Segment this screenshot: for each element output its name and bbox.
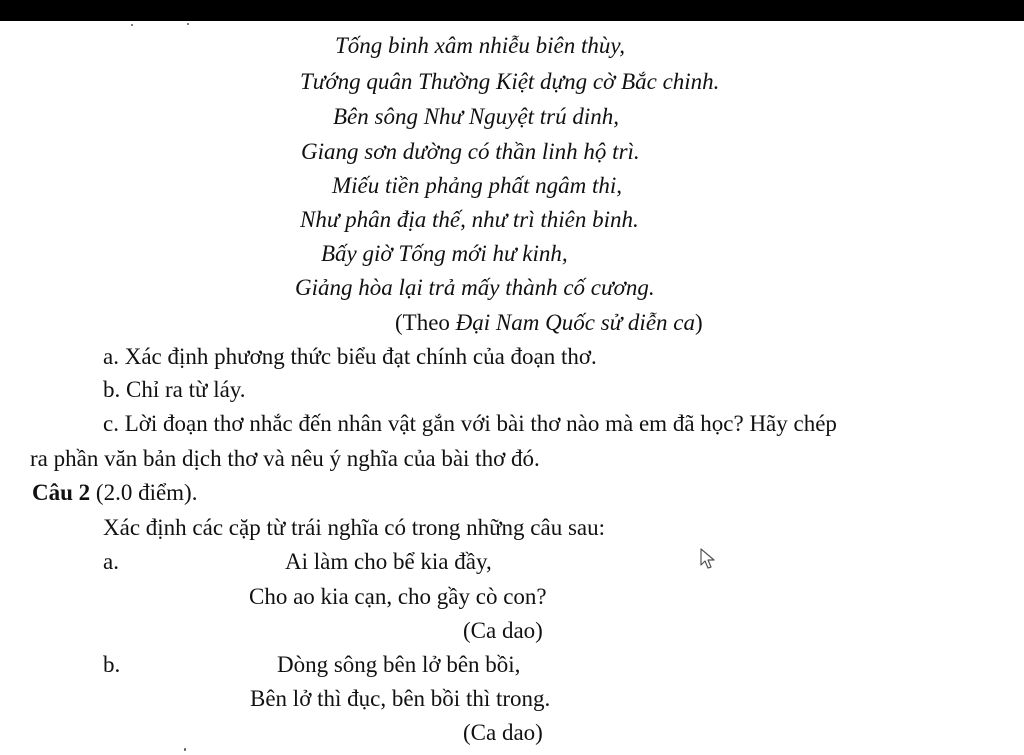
item-a-source: (Ca dao): [463, 618, 543, 643]
poem-line-6: Như phân địa thế, như trì thiên binh.: [300, 207, 639, 232]
poem-source-title: Đại Nam Quốc sử diễn ca: [455, 310, 695, 335]
item-b-source: (Ca dao): [463, 720, 543, 745]
cau2-heading: [32, 478, 197, 508]
scan-speck: [184, 748, 186, 751]
mouse-pointer-icon: [700, 548, 716, 570]
poem-line-1: Tống binh xâm nhiễu biên thùy,: [335, 33, 626, 58]
cau2-points: (2.0 điểm).: [90, 480, 198, 505]
item-b-line2: Bên lở thì đục, bên bồi thì trong.: [250, 686, 551, 711]
question-a: a. Xác định phương thức biểu đạt chính của đoạn thơ.: [103, 344, 597, 369]
poem-source-prefix: (Theo: [395, 310, 456, 335]
poem-line-5: Miếu tiền phảng phất ngâm thi,: [332, 173, 623, 198]
poem-line-3: Bên sông Như Nguyệt trú dinh,: [333, 104, 619, 129]
scan-speck: [131, 24, 133, 26]
poem-line-8: Giảng hòa lại trả mấy thành cố cương.: [295, 275, 655, 300]
poem-line-7: Bấy giờ Tống mới hư kinh,: [321, 241, 568, 266]
cau2-title: Câu 2: [32, 480, 91, 505]
poem-source: [395, 308, 703, 338]
question-b: b. Chỉ ra từ láy.: [103, 377, 246, 402]
item-b-label: b.: [103, 652, 121, 677]
scan-speck: [187, 23, 189, 25]
top-black-bar: [0, 0, 1024, 21]
item-a-line1: Ai làm cho bể kia đầy,: [285, 549, 492, 574]
poem-line-2: Tướng quân Thường Kiệt dựng cờ Bắc chinh.: [300, 69, 720, 94]
item-a-line2: Cho ao kia cạn, cho gầy cò con?: [249, 584, 547, 609]
question-c-line2: ra phần văn bản dịch thơ và nêu ý nghĩa của bài thơ đó.: [30, 446, 540, 471]
item-a-label: a.: [103, 549, 119, 574]
cau2-prompt: Xác định các cặp từ trái nghĩa có trong những câu sau:: [103, 515, 606, 540]
poem-source-suffix: ): [695, 310, 703, 335]
poem-line-4: Giang sơn dường có thần linh hộ trì.: [301, 139, 640, 164]
item-b-line1: Dòng sông bên lở bên bồi,: [277, 652, 521, 677]
question-c-line1: c. Lời đoạn thơ nhắc đến nhân vật gắn với bài thơ nào mà em đã học? Hãy chép: [103, 411, 837, 436]
